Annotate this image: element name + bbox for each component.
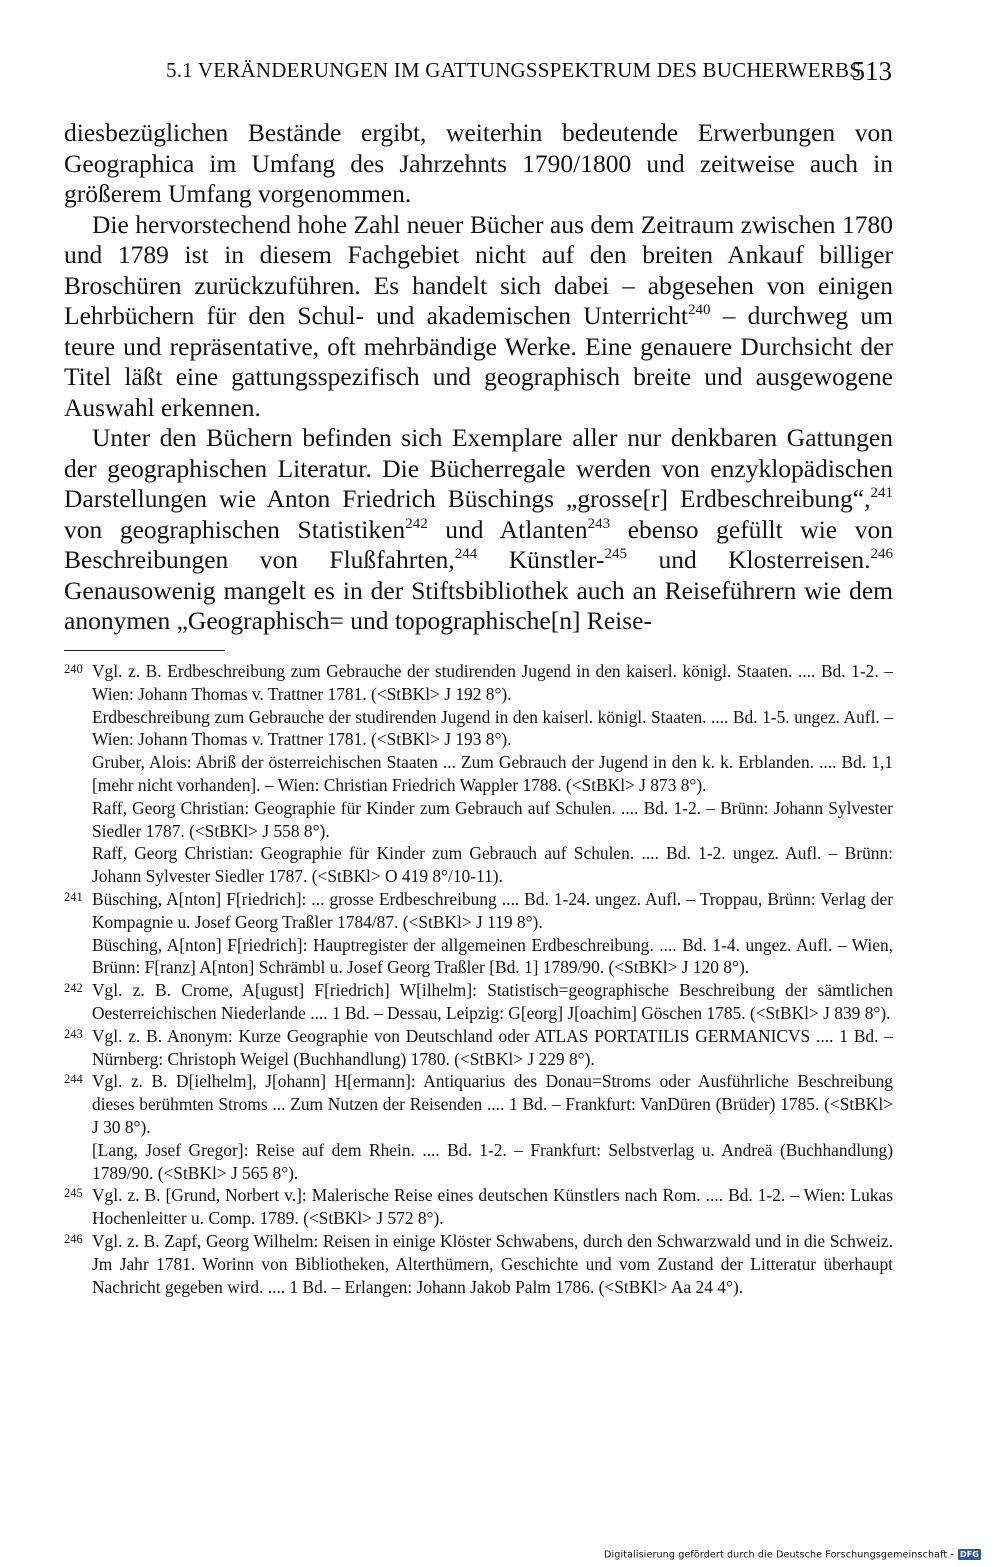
paragraph-2-text-a: Die hervorstechend hohe Zahl neuer Bücher aus dem Zeitraum zwischen 1780 und 1789 ist in diesem Fachgebiet nicht auf den breiten Ankauf billiger Broschüren zurückzuführen. Es handelt sich dabei – abgesehen von einigen Lehrbüchern für den Schul- und akademischen Unterricht <box>64 209 893 330</box>
footnote-number: 242 <box>64 981 83 996</box>
footnote-entry: Vgl. z. B. [Grund, Norbert v.]: Malerische Reise eines deutschen Künstlers nach Rom. .... Bd. 1-2. – Wien: Lukas Hochenleitter u. Comp. 1789. (<StBKl> J 572 8°). <box>92 1185 893 1229</box>
paragraph-3-text-b: von geographischen Statistiken <box>64 514 406 544</box>
paragraph-3-text-c: und Atlanten <box>427 514 588 544</box>
footnote-ref-244[interactable]: 244 <box>454 546 478 562</box>
footnote-entry: Vgl. z. B. D[ielhelm], J[ohann] H[ermann]: Antiquarius des Donau=Stroms oder Ausführliche Beschreibung dieses berühmten Stroms ... Zum Nutzen der Reisenden .... 1 Bd. – Frankfurt: VanDüren (Brüder) 1785. (<StBKl> J 30 8°). <box>92 1071 893 1137</box>
footnote-240 <box>64 660 893 888</box>
footnote-ref-243[interactable]: 243 <box>587 515 611 532</box>
footnote-number: 243 <box>64 1026 83 1041</box>
footnote-entry: Büsching, A[nton] F[riedrich]: Hauptregister der allgemeinen Erdbeschreibung. .... Bd. 1-4. ungez. Aufl. – Wien, Brünn: F[ranz] A[nton] Schrämbl u. Josef Georg Traßler [Bd. 1] 1789/90. (<StBKl> J 120 8°). <box>92 934 893 978</box>
paragraph-3-text-a: Unter den Büchern befinden sich Exemplare aller nur denkbaren Gattungen der geographischen Literatur. Die Bücherregale werden von enzyklopädischen Darstellungen wie Anton Friedrich Büschings „grosse[r] Erdbeschreibung“, <box>64 423 893 513</box>
footnote-entry: Vgl. z. B. Crome, A[ugust] F[riedrich] W[ilhelm]: Statistisch=geographische Beschreibung der sämtlichen Oesterreichischen Niederlande .... 1 Bd. – Dessau, Leipzig: G[eorg] J[oachim] Göschen 1785. (<StBKl> J 839 8°). <box>92 980 893 1023</box>
paragraph-2-text-b: – durchweg um teure und repräsentative, oft mehrbändige Werke. Eine genauere Durchsicht der Titel läßt eine gattungsspezifisch und geographisch breite und ausgewogene Auswahl erkennen. <box>64 301 893 422</box>
footnote-number: 240 <box>64 662 83 676</box>
footnote-ref-241[interactable]: 241 <box>870 485 893 501</box>
credit-text: Digitalisierung gefördert durch die Deutsche Forschungsgemeinschaft - <box>604 1549 954 1561</box>
footnote-244 <box>64 1070 893 1184</box>
page-header <box>64 58 894 94</box>
footnote-246 <box>64 1230 893 1298</box>
footnote-entry: Vgl. z. B. Anonym: Kurze Geographie von Deutschland oder ATLAS PORTATILIS GERMANICVS .... 1 Bd. – Nürnberg: Christoph Weigel (Buchhandlung) 1780. (<StBKl> J 229 8°). <box>92 1025 893 1069</box>
paragraph-3-text-f: und Klosterreisen. <box>627 545 871 574</box>
paragraph-2 <box>64 210 893 424</box>
dfg-logo-icon: DFG <box>960 1550 979 1559</box>
footnote-number: 246 <box>64 1231 83 1246</box>
digitization-credit <box>604 1549 981 1561</box>
footnote-entry: Büsching, A[nton] F[riedrich]: ... grosse Erdbeschreibung .... Bd. 1-24. ungez. Aufl. – Troppau, Brünn: Verlag der Kompagnie u. Josef Georg Traßler 1784/87. (<StBKl> J 119 8°). <box>92 888 893 932</box>
footnote-number: 241 <box>64 889 83 904</box>
footnote-entry: Erdbeschreibung zum Gebrauche der studirenden Jugend in den kaiserl. königl. Staaten. .... Bd. 1-5. ungez. Aufl. – Wien: Johann Thomas v. Trattner 1781. (<StBKl> J 193 8°). <box>92 706 893 750</box>
paragraph-3 <box>64 423 893 637</box>
page-number: 513 <box>851 56 892 86</box>
footnote-241 <box>64 888 893 979</box>
footnote-entry: Vgl. z. B. Erdbeschreibung zum Gebrauche der studirenden Jugend in den kaiserl. königl. Staaten. .... Bd. 1-2. – Wien: Johann Thomas v. Trattner 1781. (<StBKl> J 192 8°). <box>92 661 893 704</box>
footnote-entry: Vgl. z. B. Zapf, Georg Wilhelm: Reisen in einige Klöster Schwabens, durch den Schwarzwald und in die Schweiz. Jm Jahr 1781. Worinn von Bibliotheken, Alterthümern, Geschichte und vom Zustand der Litteratur überhaupt Nachricht gegeben wird. .... 1 Bd. – Erlangen: Johann Jakob Palm 1786. (<StBKl> Aa 24 4°). <box>92 1230 893 1297</box>
paragraph-3-text-g: Genausowenig mangelt es in der Stiftsbibliothek auch an Reiseführern wie dem anonymen „Geographisch= und topographische[n] Reise- <box>64 575 893 635</box>
footnote-number: 245 <box>64 1186 83 1201</box>
paragraph-1-text: diesbezüglichen Bestände ergibt, weiterhin bedeutende Erwerbungen von Geographica im Umfang des Jahrzehnts 1790/1800 und zeitweise auch in größerem Umfang vorgenommen. <box>64 118 893 208</box>
footnote-separator <box>64 650 225 651</box>
footnote-entry: Gruber, Alois: Abriß der österreichischen Staaten ... Zum Gebrauch der Jugend in den k. k. Erblanden. .... Bd. 1,1 [mehr nicht vorhanden]. – Wien: Christian Friedrich Wappler 1788. (<StBKl> J 873 8°). <box>92 752 893 795</box>
footnote-245 <box>64 1184 893 1230</box>
footnote-ref-242[interactable]: 242 <box>405 515 428 532</box>
footnote-243 <box>64 1025 893 1071</box>
paragraph-3-text-d: ebenso gefüllt wie von Beschreibungen von Flußfahrten, <box>64 514 893 574</box>
footnote-entry: Raff, Georg Christian: Geographie für Kinder zum Gebrauch auf Schulen. .... Bd. 1-2. – Brünn: Johann Sylvester Siedler 1787. (<StBKl> J 558 8°). <box>92 797 893 841</box>
paragraph-1 <box>64 118 893 210</box>
footnote-ref-240[interactable]: 240 <box>688 302 711 318</box>
main-text <box>64 118 893 637</box>
footnotes <box>64 660 893 1298</box>
footnote-number: 244 <box>64 1072 83 1087</box>
paragraph-3-text-e: Künstler- <box>477 545 605 574</box>
footnote-ref-246[interactable]: 246 <box>870 546 893 562</box>
footnote-entry: Raff, Georg Christian: Geographie für Kinder zum Gebrauch auf Schulen. .... Bd. 1-2. ungez. Aufl. – Brünn: Johann Sylvester Siedler 1787. (<StBKl> O 419 8°/10-11). <box>92 843 893 887</box>
footnote-242 <box>64 979 893 1025</box>
footnote-ref-245[interactable]: 245 <box>604 546 628 562</box>
running-head: 5.1 VERÄNDERUNGEN IM GATTUNGSSPEKTRUM DES BUCHERWERBS <box>166 58 862 82</box>
footnote-entry: [Lang, Josef Gregor]: Reise auf dem Rhein. .... Bd. 1-2. – Frankfurt: Selbstverlag u. Andreä (Buchhandlung) 1789/90. (<StBKl> J 565 8°). <box>92 1139 893 1183</box>
